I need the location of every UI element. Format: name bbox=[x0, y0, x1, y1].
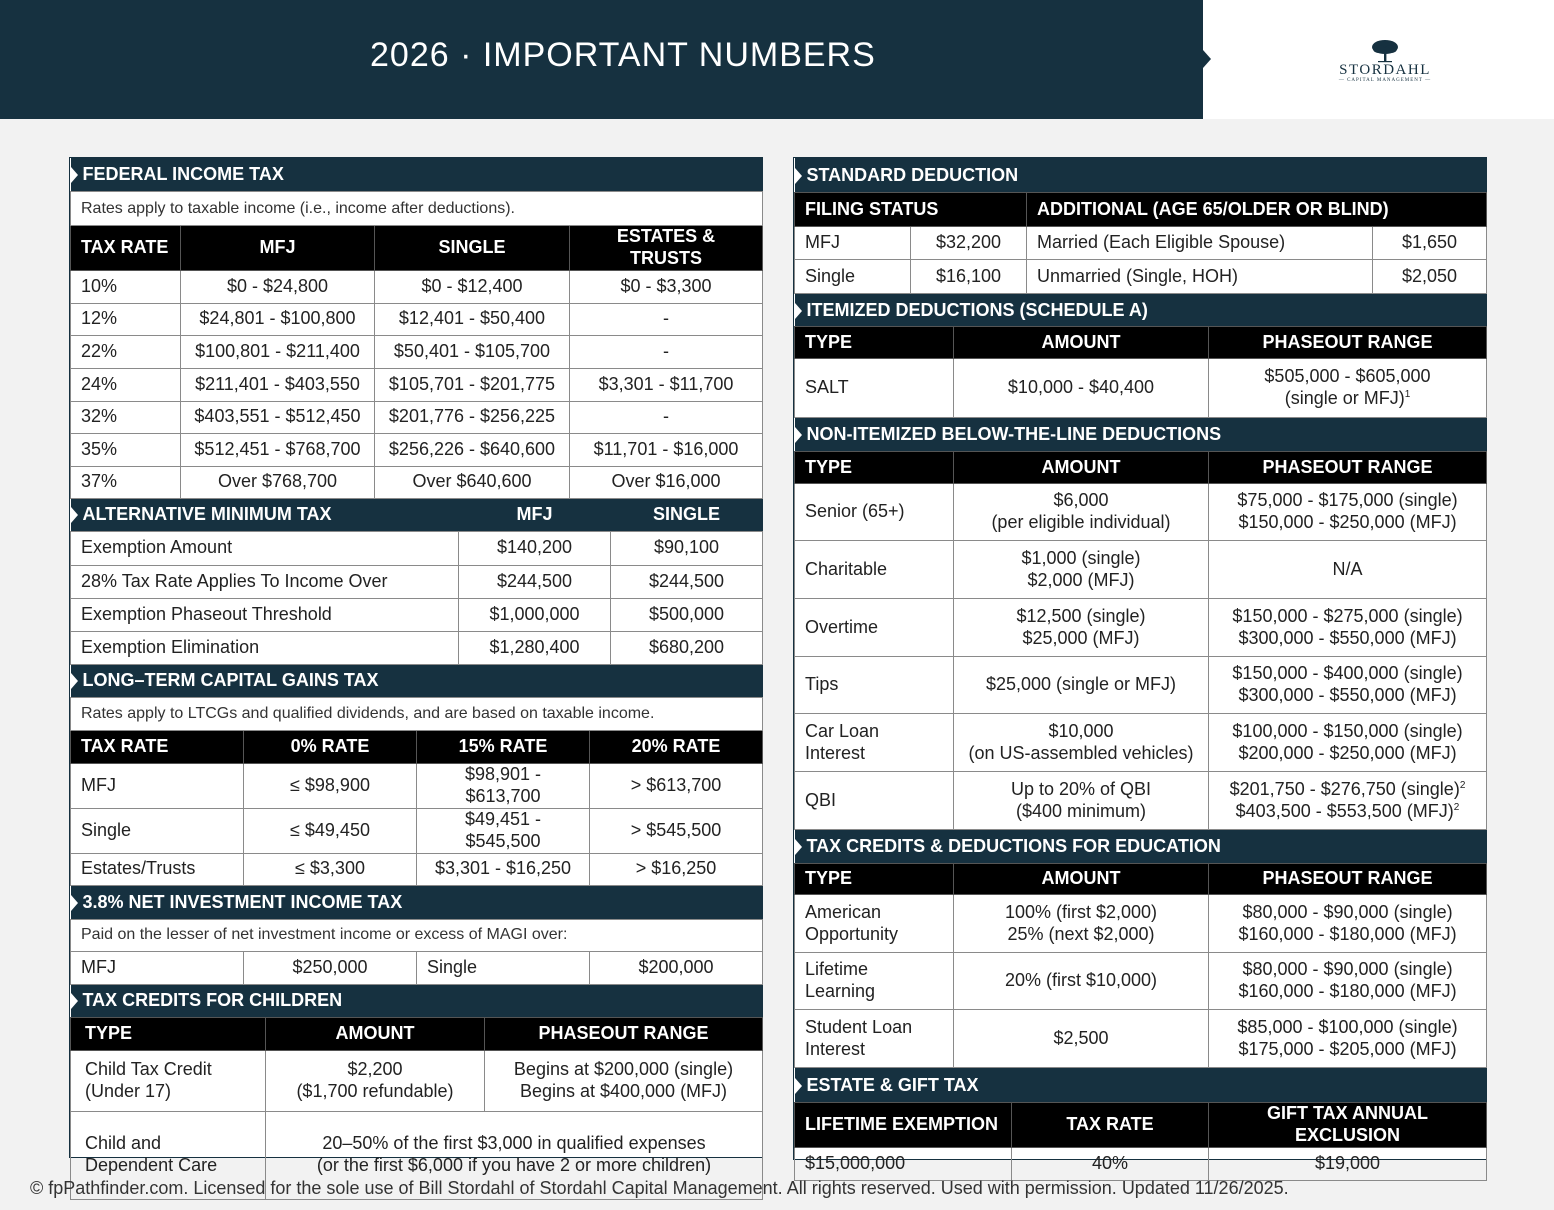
rate-cell: $98,901 - $613,700 bbox=[417, 763, 590, 808]
mfj-cell: $250,000 bbox=[244, 951, 417, 984]
type-line: Learning bbox=[805, 981, 876, 1001]
footer-copyright: © fpPathfinder.com. Licensed for the sole use of Bill Stordahl of Stordahl Capital Management. All rights reserved. Used with permission. Updated 11/26/2025. bbox=[30, 1178, 1289, 1198]
table-header-row bbox=[795, 452, 1487, 484]
estates-cell: - bbox=[570, 303, 763, 335]
single-cell: $105,701 - $201,775 bbox=[375, 368, 570, 401]
section-header bbox=[71, 886, 763, 919]
mfj-cell: Over $768,700 bbox=[181, 466, 375, 498]
row-label: Exemption Elimination bbox=[71, 631, 459, 664]
table-row bbox=[71, 401, 763, 433]
estates-cell: Over $16,000 bbox=[570, 466, 763, 498]
table-header-row bbox=[795, 1103, 1487, 1148]
table-row bbox=[795, 227, 1487, 260]
phaseout-text: $403,500 - $553,500 (MFJ) bbox=[1235, 800, 1454, 821]
phaseout-line: $150,000 - $250,000 (MFJ) bbox=[1238, 512, 1457, 532]
phaseout-line: $160,000 - $180,000 (MFJ) bbox=[1238, 981, 1457, 1001]
amount-cell bbox=[266, 1050, 485, 1111]
section-header bbox=[71, 159, 763, 192]
row-label: Exemption Phaseout Threshold bbox=[71, 598, 459, 631]
mfj-cell: $100,801 - $211,400 bbox=[181, 335, 375, 368]
amount-line: 25% (next $2,000) bbox=[1007, 923, 1155, 944]
column-header: TAX RATE bbox=[71, 730, 244, 763]
amt-title: ALTERNATIVE MINIMUM TAX bbox=[71, 499, 459, 531]
phaseout-line: $200,000 - $250,000 (MFJ) bbox=[1238, 742, 1457, 763]
column-header: TYPE bbox=[71, 1017, 266, 1050]
phaseout-line: Begins at $200,000 (single) bbox=[513, 1058, 734, 1079]
single-cell: $680,200 bbox=[611, 631, 763, 664]
column-header: AMOUNT bbox=[954, 452, 1209, 484]
type-cell bbox=[795, 484, 954, 541]
table-row bbox=[795, 260, 1487, 294]
column-header: TYPE bbox=[795, 327, 954, 359]
amount-line: $2,000 (MFJ) bbox=[1027, 569, 1135, 590]
note-text: Rates apply to taxable income (i.e., income after deductions). bbox=[71, 192, 763, 226]
phaseout-line bbox=[1219, 388, 1476, 410]
column-header: PHASEOUT RANGE bbox=[1209, 327, 1487, 359]
section-header bbox=[71, 499, 763, 531]
type-line: Child and bbox=[85, 1133, 162, 1154]
gift-exclusion-cell: $19,000 bbox=[1209, 1147, 1487, 1180]
type-line: Car Loan bbox=[805, 720, 880, 741]
ltcg-table bbox=[70, 665, 763, 886]
amount-line: ($1,700 refundable) bbox=[296, 1080, 454, 1101]
type-line: Opportunity bbox=[805, 923, 899, 944]
standard-deduction-title: STANDARD DEDUCTION bbox=[795, 159, 1487, 193]
type-line: Dependent Care bbox=[85, 1155, 218, 1176]
phaseout-text: (single or MFJ) bbox=[1284, 388, 1405, 408]
amount-line: ($400 minimum) bbox=[1015, 800, 1147, 821]
phaseout-cell bbox=[1209, 772, 1487, 830]
type-cell bbox=[795, 772, 954, 830]
column-header: PHASEOUT RANGE bbox=[1209, 864, 1487, 895]
additional-label-cell: Unmarried (Single, HOH) bbox=[1027, 260, 1373, 294]
column-header: ESTATES & TRUSTS bbox=[570, 226, 763, 271]
row-label: 28% Tax Rate Applies To Income Over bbox=[71, 565, 459, 598]
tax-rate-cell: 40% bbox=[1012, 1147, 1209, 1180]
column-header: TAX RATE bbox=[71, 226, 181, 271]
amount-line: 20% (first $10,000) bbox=[1004, 970, 1158, 991]
single-cell: $256,226 - $640,600 bbox=[375, 433, 570, 466]
type-line: Lifetime bbox=[805, 959, 869, 980]
niit-table bbox=[70, 886, 763, 985]
phaseout-line: $160,000 - $180,000 (MFJ) bbox=[1238, 923, 1457, 944]
additional-amount-cell: $2,050 bbox=[1373, 260, 1487, 294]
column-header: GIFT TAX ANNUAL EXCLUSION bbox=[1209, 1103, 1487, 1148]
type-cell bbox=[795, 953, 954, 1010]
amount-cell: $32,200 bbox=[911, 227, 1027, 260]
type-line: Interest bbox=[805, 1038, 866, 1059]
estates-cell: - bbox=[570, 401, 763, 433]
phaseout-line: $505,000 - $605,000 bbox=[1264, 366, 1431, 387]
phaseout-cell bbox=[1209, 541, 1487, 599]
phaseout-line bbox=[1219, 801, 1476, 823]
amount-cell bbox=[954, 599, 1209, 657]
footnote-marker: 2 bbox=[1453, 801, 1460, 813]
tax-rate-cell: 35% bbox=[71, 433, 181, 466]
row-label: MFJ bbox=[71, 763, 244, 808]
additional-label-cell: Married (Each Eligible Spouse) bbox=[1027, 227, 1373, 260]
child-credits-table bbox=[70, 985, 763, 1200]
type-cell bbox=[795, 657, 954, 714]
tree-logo-icon bbox=[1370, 38, 1400, 64]
rate-cell: > $16,250 bbox=[590, 853, 763, 885]
phaseout-cell bbox=[1209, 953, 1487, 1010]
phaseout-cell bbox=[1209, 895, 1487, 953]
tax-rate-cell: 12% bbox=[71, 303, 181, 335]
amount-cell bbox=[954, 953, 1209, 1010]
amount-cell bbox=[954, 895, 1209, 953]
phaseout-line: $300,000 - $550,000 (MFJ) bbox=[1238, 685, 1457, 705]
logo-tagline: — CAPITAL MANAGEMENT — bbox=[1338, 78, 1432, 83]
mfj-cell: $512,451 - $768,700 bbox=[181, 433, 375, 466]
estate-gift-title: ESTATE & GIFT TAX bbox=[795, 1069, 1487, 1103]
phaseout-line: $175,000 - $205,000 (MFJ) bbox=[1238, 1038, 1457, 1059]
education-table bbox=[794, 830, 1487, 1068]
page-title: 2026 · IMPORTANT NUMBERS bbox=[370, 36, 876, 74]
column-header: TYPE bbox=[795, 452, 954, 484]
single-cell: Over $640,600 bbox=[375, 466, 570, 498]
mfj-cell: $244,500 bbox=[459, 565, 611, 598]
federal-income-tax-title: FEDERAL INCOME TAX bbox=[71, 159, 763, 192]
table-row bbox=[71, 303, 763, 335]
phaseout-cell bbox=[1209, 1010, 1487, 1068]
section-header bbox=[71, 985, 763, 1017]
column-header: SINGLE bbox=[375, 226, 570, 271]
rate-cell: > $545,500 bbox=[590, 808, 763, 853]
phaseout-cell bbox=[1209, 657, 1487, 714]
estates-cell: $3,301 - $11,700 bbox=[570, 368, 763, 401]
type-cell bbox=[795, 895, 954, 953]
amount-line: $2,200 bbox=[347, 1058, 403, 1079]
amount-cell bbox=[954, 714, 1209, 772]
additional-amount-cell: $1,650 bbox=[1373, 227, 1487, 260]
description-line: (or the first $6,000 if you have 2 or more children) bbox=[316, 1155, 712, 1176]
header-notch bbox=[1203, 50, 1211, 68]
footnote-marker: 1 bbox=[1404, 389, 1411, 400]
column-header: 15% RATE bbox=[417, 730, 590, 763]
amount-line: $25,000 (MFJ) bbox=[1022, 627, 1140, 648]
column-header: FILING STATUS bbox=[795, 193, 1027, 227]
type-line: QBI bbox=[805, 789, 837, 810]
estates-cell: $0 - $3,300 bbox=[570, 270, 763, 303]
column-header: ADDITIONAL (AGE 65/OLDER OR BLIND) bbox=[1027, 193, 1487, 227]
type-line: (Under 17) bbox=[85, 1080, 172, 1101]
amount-line: $6,000 bbox=[1053, 490, 1109, 511]
amount-cell: $16,100 bbox=[911, 260, 1027, 294]
type-line: Interest bbox=[805, 742, 866, 763]
mfj-cell: $403,551 - $512,450 bbox=[181, 401, 375, 433]
education-title: TAX CREDITS & DEDUCTIONS FOR EDUCATION bbox=[795, 831, 1487, 864]
single-cell: $200,000 bbox=[590, 951, 763, 984]
row-label: Exemption Amount bbox=[71, 531, 459, 565]
section-header bbox=[795, 295, 1487, 327]
rate-cell: ≤ $98,900 bbox=[244, 763, 417, 808]
type-cell bbox=[795, 1010, 954, 1068]
phaseout-line: N/A bbox=[1332, 558, 1363, 579]
column-header: 0% RATE bbox=[244, 730, 417, 763]
amount-cell bbox=[954, 772, 1209, 830]
table-header-row bbox=[795, 327, 1487, 359]
type-cell bbox=[795, 541, 954, 599]
logo-name: STORDAHL bbox=[1339, 62, 1431, 78]
rate-cell: ≤ $3,300 bbox=[244, 853, 417, 885]
single-cell: $0 - $12,400 bbox=[375, 270, 570, 303]
left-column bbox=[69, 157, 763, 1176]
mfj-cell: $140,200 bbox=[459, 531, 611, 565]
table-row bbox=[71, 951, 763, 984]
row-label: Single bbox=[71, 808, 244, 853]
mfj-cell: $1,000,000 bbox=[459, 598, 611, 631]
type-line: Student Loan bbox=[805, 1016, 913, 1037]
table-row bbox=[795, 953, 1487, 1010]
table-row bbox=[71, 335, 763, 368]
table-row bbox=[71, 1050, 763, 1111]
table-row bbox=[795, 1147, 1487, 1180]
phaseout-line: $300,000 - $550,000 (MFJ) bbox=[1238, 627, 1457, 648]
single-cell: $201,776 - $256,225 bbox=[375, 401, 570, 433]
type-line: Charitable bbox=[805, 558, 888, 579]
amount-cell bbox=[954, 1010, 1209, 1068]
phaseout-cell bbox=[1209, 714, 1487, 772]
ltcg-title: LONG–TERM CAPITAL GAINS TAX bbox=[71, 665, 763, 697]
amt-table bbox=[70, 499, 763, 665]
section-header bbox=[795, 831, 1487, 864]
table-header-row bbox=[71, 1017, 763, 1050]
non-itemized-title: NON-ITEMIZED BELOW-THE-LINE DEDUCTIONS bbox=[795, 419, 1487, 452]
column-header: PHASEOUT RANGE bbox=[1209, 452, 1487, 484]
amount-line: $2,500 bbox=[1053, 1027, 1109, 1048]
column-header: AMOUNT bbox=[954, 864, 1209, 895]
amount-cell bbox=[954, 541, 1209, 599]
table-row bbox=[795, 772, 1487, 830]
type-line: Overtime bbox=[805, 616, 879, 637]
table-row bbox=[71, 565, 763, 598]
description-line: 20–50% of the first $3,000 in qualified expenses bbox=[322, 1133, 706, 1154]
tax-rate-cell: 37% bbox=[71, 466, 181, 498]
column-header: TYPE bbox=[795, 864, 954, 895]
phaseout-cell bbox=[1209, 359, 1487, 418]
phaseout-line: $75,000 - $175,000 (single) bbox=[1237, 490, 1458, 511]
phaseout-line: $150,000 - $400,000 (single) bbox=[1232, 663, 1463, 684]
amount-line: $10,000 bbox=[1048, 720, 1114, 741]
single-cell: $244,500 bbox=[611, 565, 763, 598]
tax-rate-cell: 32% bbox=[71, 401, 181, 433]
mfj-cell: $24,801 - $100,800 bbox=[181, 303, 375, 335]
tax-rate-cell: 24% bbox=[71, 368, 181, 401]
right-column bbox=[793, 157, 1487, 1173]
table-row bbox=[795, 895, 1487, 953]
amount-line: (on US-assembled vehicles) bbox=[968, 742, 1194, 763]
footnote-marker: 2 bbox=[1459, 779, 1466, 791]
estates-cell: $11,701 - $16,000 bbox=[570, 433, 763, 466]
phaseout-cell bbox=[1209, 484, 1487, 541]
niit-title: 3.8% NET INVESTMENT INCOME TAX bbox=[71, 886, 763, 919]
itemized-deductions-table bbox=[794, 294, 1487, 418]
mfj-cell: $1,280,400 bbox=[459, 631, 611, 664]
column-header: TAX RATE bbox=[1012, 1103, 1209, 1148]
rate-cell: $49,451 - $545,500 bbox=[417, 808, 590, 853]
non-itemized-deductions-table bbox=[794, 418, 1487, 830]
phaseout-cell bbox=[1209, 599, 1487, 657]
standard-deduction-table bbox=[794, 158, 1487, 294]
table-row bbox=[71, 631, 763, 664]
table-row bbox=[71, 270, 763, 303]
table-row bbox=[71, 598, 763, 631]
amount-line: $25,000 (single or MFJ) bbox=[985, 674, 1177, 695]
table-row bbox=[71, 853, 763, 885]
table-header-row bbox=[71, 730, 763, 763]
estates-cell: - bbox=[570, 335, 763, 368]
amount-line: 100% (first $2,000) bbox=[1004, 901, 1158, 922]
rate-cell: > $613,700 bbox=[590, 763, 763, 808]
table-row bbox=[71, 531, 763, 565]
filing-status-cell: MFJ bbox=[795, 227, 911, 260]
type-cell bbox=[795, 714, 954, 772]
table-row bbox=[795, 714, 1487, 772]
phaseout-line bbox=[1219, 779, 1476, 801]
note-text: Rates apply to LTCGs and qualified dividends, and are based on taxable income. bbox=[71, 697, 763, 730]
note-text: Paid on the lesser of net investment income or excess of MAGI over: bbox=[71, 919, 763, 951]
column-header: AMOUNT bbox=[954, 327, 1209, 359]
federal-income-tax-table bbox=[70, 158, 763, 499]
table-row bbox=[71, 433, 763, 466]
table-row bbox=[795, 1010, 1487, 1068]
table-row bbox=[795, 541, 1487, 599]
estate-gift-table bbox=[794, 1068, 1487, 1181]
mfj-cell: $211,401 - $403,550 bbox=[181, 368, 375, 401]
single-cell: $500,000 bbox=[611, 598, 763, 631]
section-header bbox=[795, 419, 1487, 452]
column-header: PHASEOUT RANGE bbox=[485, 1017, 763, 1050]
child-credits-title: TAX CREDITS FOR CHILDREN bbox=[71, 985, 763, 1017]
table-header-row bbox=[795, 864, 1487, 895]
table-header-row bbox=[71, 226, 763, 271]
phaseout-line: $100,000 - $150,000 (single) bbox=[1232, 720, 1463, 741]
amount-cell bbox=[954, 484, 1209, 541]
table-row bbox=[71, 808, 763, 853]
amount-line: (per eligible individual) bbox=[991, 512, 1171, 532]
lifetime-exemption-cell: $15,000,000 bbox=[795, 1147, 1012, 1180]
amount-line: $12,500 (single) bbox=[1016, 605, 1146, 626]
phaseout-line: Begins at $400,000 (MFJ) bbox=[519, 1080, 728, 1101]
row-label: Single bbox=[417, 951, 590, 984]
phaseout-line: $150,000 - $275,000 (single) bbox=[1232, 605, 1463, 626]
section-header bbox=[71, 665, 763, 697]
table-row bbox=[71, 763, 763, 808]
type-line: Child Tax Credit bbox=[85, 1058, 212, 1079]
phaseout-line: $85,000 - $100,000 (single) bbox=[1237, 1016, 1458, 1037]
amount-line: $1,000 (single) bbox=[1021, 547, 1141, 568]
rate-cell: ≤ $49,450 bbox=[244, 808, 417, 853]
filing-status-cell: Single bbox=[795, 260, 911, 294]
tax-rate-cell: 22% bbox=[71, 335, 181, 368]
phaseout-cell bbox=[485, 1050, 763, 1111]
itemized-title: ITEMIZED DEDUCTIONS (SCHEDULE A) bbox=[795, 295, 1487, 327]
single-cell: $12,401 - $50,400 bbox=[375, 303, 570, 335]
type-cell bbox=[71, 1050, 266, 1111]
table-row bbox=[795, 599, 1487, 657]
amount-cell: $10,000 - $40,400 bbox=[954, 359, 1209, 418]
amount-cell bbox=[954, 657, 1209, 714]
single-cell: $50,401 - $105,700 bbox=[375, 335, 570, 368]
section-header bbox=[795, 1069, 1487, 1103]
table-row bbox=[795, 359, 1487, 418]
mfj-cell: $0 - $24,800 bbox=[181, 270, 375, 303]
row-label: MFJ bbox=[71, 951, 244, 984]
column-header: SINGLE bbox=[611, 499, 763, 531]
table-row bbox=[71, 368, 763, 401]
phaseout-text: $201,750 - $276,750 (single) bbox=[1229, 778, 1460, 799]
column-header: LIFETIME EXEMPTION bbox=[795, 1103, 1012, 1148]
phaseout-line: $80,000 - $90,000 (single) bbox=[1242, 901, 1453, 922]
column-header: AMOUNT bbox=[266, 1017, 485, 1050]
single-cell: $90,100 bbox=[611, 531, 763, 565]
column-header: MFJ bbox=[181, 226, 375, 271]
rate-cell: $3,301 - $16,250 bbox=[417, 853, 590, 885]
phaseout-line: $80,000 - $90,000 (single) bbox=[1242, 959, 1453, 980]
row-label: Estates/Trusts bbox=[71, 853, 244, 885]
type-line: Tips bbox=[805, 674, 839, 695]
type-cell bbox=[795, 599, 954, 657]
table-header-row bbox=[795, 193, 1487, 227]
table-row bbox=[795, 657, 1487, 714]
column-header: MFJ bbox=[459, 499, 611, 531]
amount-line: Up to 20% of QBI bbox=[1010, 778, 1152, 799]
type-line: Senior (65+) bbox=[805, 501, 905, 522]
tax-rate-cell: 10% bbox=[71, 270, 181, 303]
type-cell: SALT bbox=[795, 359, 954, 418]
type-line: American bbox=[805, 901, 882, 922]
section-header bbox=[795, 159, 1487, 193]
table-row bbox=[71, 466, 763, 498]
column-header: 20% RATE bbox=[590, 730, 763, 763]
table-row bbox=[795, 484, 1487, 541]
